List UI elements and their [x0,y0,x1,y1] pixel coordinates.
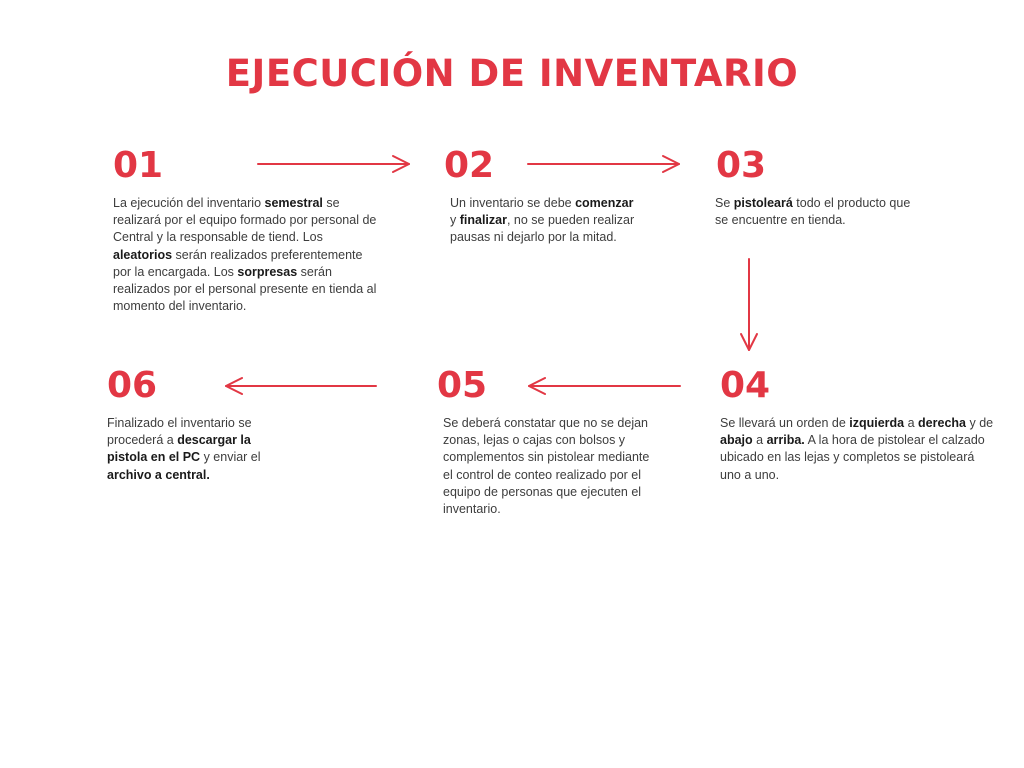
emphasis-text: abajo [720,433,753,448]
emphasis-text: descargar la pistola en el PC [107,433,251,465]
emphasis-text: aleatorios [113,247,173,262]
text-segment: Se deberá constatar que no se dejan zonas, lejas o cajas con bolsos y complementos sin pistolear mediante el control de conteo realizado por el equipo de personas que ejecuten el inventario. [443,416,650,517]
emphasis-text: pistoleará [733,196,793,210]
step-number-03: 03 [716,145,767,186]
text-segment: Finalizado el inventario se procederá a [107,416,252,448]
text-segment: y enviar el [200,450,261,465]
emphasis-text: derecha [918,416,966,430]
arrow-left-04-to-05-icon [529,378,680,394]
text-segment: , no se pueden realizar pausas ni dejarlo por la mitad. [450,213,635,245]
text-segment: serán realizados por el personal presente en tienda al momento del inventario. [113,264,377,314]
emphasis-text: finalizar [459,213,507,228]
emphasis-text: semestral [264,196,323,210]
step-number-05: 05 [437,365,488,406]
text-segment: serán realizados preferentemente por la encargada. Los [113,247,363,279]
step-number-02: 02 [444,145,495,186]
arrow-down-03-to-04-icon [741,259,757,350]
text-segment: Se llevará un orden de [720,416,850,430]
text-segment: todo el producto que se encuentre en tienda. [715,196,911,228]
text-segment: La ejecución del inventario [113,196,265,210]
text-segment: Un inventario se debe [450,196,576,210]
text-segment: a [752,433,767,448]
text-segment: y de [966,416,994,430]
text-segment: y [450,213,460,228]
text-segment: se realizará por el equipo formado por personal de Central y la responsable de tiend. Los [113,196,377,245]
text-segment: a [904,416,919,430]
text-segment: Se [715,196,734,210]
emphasis-text: izquierda [849,416,905,430]
page-title: EJECUCIÓN DE INVENTARIO [225,52,799,95]
arrow-right-02-to-03-icon [528,156,679,172]
arrow-right-01-to-02-icon [258,156,409,172]
step-number-06: 06 [107,365,158,406]
emphasis-text: arriba. [766,433,805,448]
step-number-01: 01 [113,145,164,186]
emphasis-text: sorpresas [237,264,298,279]
arrow-left-05-to-06-icon [226,378,376,394]
emphasis-text: comenzar [575,196,634,210]
text-segment: A la hora de pistolear el calzado ubicado en las lejas y completos se pistoleará uno a uno. [720,433,985,482]
emphasis-text: archivo a central. [107,467,210,482]
step-number-04: 04 [720,365,771,406]
